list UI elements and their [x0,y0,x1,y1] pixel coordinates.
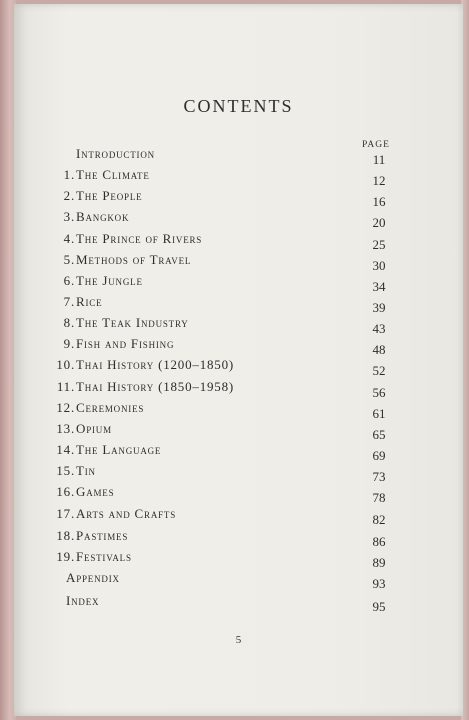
chapter-number: 18. [56,528,75,543]
chapter-number: 13. [56,421,75,436]
chapter-number: 1. [63,167,75,182]
toc-entry [14,421,463,441]
page-ref: 20 [372,215,386,230]
chapter-title: Tin [76,463,96,478]
chapter-title: Games [76,484,115,499]
page-ref: 25 [372,237,386,252]
chapter-number: 9. [63,336,75,351]
toc-entry [14,146,463,166]
chapter-number: 2. [63,188,75,203]
chapter-number: 4. [63,231,75,246]
chapter-number: 11. [56,379,75,394]
chapter-title: Fish and Fishing [76,336,175,351]
page-ref: 89 [372,555,386,570]
chapter-title: The Prince of Rivers [76,231,203,246]
page-ref: 39 [372,300,386,315]
page-ref: 12 [372,173,386,188]
toc-entry [14,252,463,272]
page-ref: 11 [372,152,386,167]
page-ref: 48 [372,342,386,357]
toc-entry [14,379,463,399]
chapter-title: Introduction [76,146,155,161]
toc-entry [14,209,463,229]
toc-entry [14,400,463,420]
chapter-title: Thai History (1200–1850) [76,357,235,372]
page-ref: 61 [372,406,386,421]
page-number: 5 [235,634,242,646]
page-title: CONTENTS [183,96,294,116]
chapter-number: 8. [63,315,75,330]
toc-entry [14,188,463,208]
chapter-number: 3. [63,209,75,224]
toc-entry [14,463,463,483]
page-ref: 78 [372,490,386,505]
toc-entry [14,570,463,590]
page-ref: 34 [372,279,386,294]
chapter-number: 5. [63,252,75,267]
chapter-title: Festivals [76,549,132,564]
chapter-number: 14. [56,442,75,457]
chapter-title: Pastimes [76,528,129,543]
chapter-title: The Jungle [76,273,143,288]
chapter-number: 7. [63,294,75,309]
page-ref: 30 [372,258,386,273]
chapter-title: Index [66,593,100,608]
page-ref: 82 [372,512,386,527]
chapter-title: Methods of Travel [76,252,192,267]
chapter-number: 15. [56,463,75,478]
chapter-number: 10. [56,357,75,372]
toc-entry [14,442,463,462]
page-ref: 56 [372,385,386,400]
page-ref: 16 [372,194,386,209]
chapter-title: Arts and Crafts [76,506,177,521]
chapter-title: Rice [76,294,103,309]
page-column-label: PAGE [362,140,390,150]
page-ref: 95 [372,599,386,614]
toc-entry [14,294,463,314]
chapter-title: The Teak Industry [76,315,189,330]
chapter-title: Bangkok [76,209,130,224]
toc-entry [14,506,463,526]
toc-entry [14,315,463,335]
page-ref: 93 [372,576,386,591]
chapter-number: 19. [56,549,75,564]
page-ref: 43 [372,321,386,336]
chapter-number: 16. [56,484,75,499]
page-ref: 86 [372,534,386,549]
chapter-number: 17. [56,506,75,521]
toc-entry [14,357,463,377]
chapter-title: Appendix [66,570,120,585]
contents-page [14,4,463,716]
toc-entry [14,484,463,504]
page-ref: 73 [372,469,386,484]
chapter-title: Ceremonies [76,400,145,415]
toc-entry [14,549,463,569]
toc-entry [14,273,463,293]
chapter-title: Thai History (1850–1958) [76,379,235,394]
page-ref: 52 [372,363,386,378]
chapter-number: 6. [63,273,75,288]
page-ref: 65 [372,427,386,442]
toc-entry [14,528,463,548]
chapter-title: Opium [76,421,112,436]
chapter-number: 12. [56,400,75,415]
chapter-title: The People [76,188,143,203]
toc-entry [14,231,463,251]
toc-entry [14,593,463,613]
chapter-title: The Language [76,442,162,457]
toc-entry [14,167,463,187]
page-ref: 69 [372,448,386,463]
toc-entry [14,336,463,356]
chapter-title: The Climate [76,167,150,182]
